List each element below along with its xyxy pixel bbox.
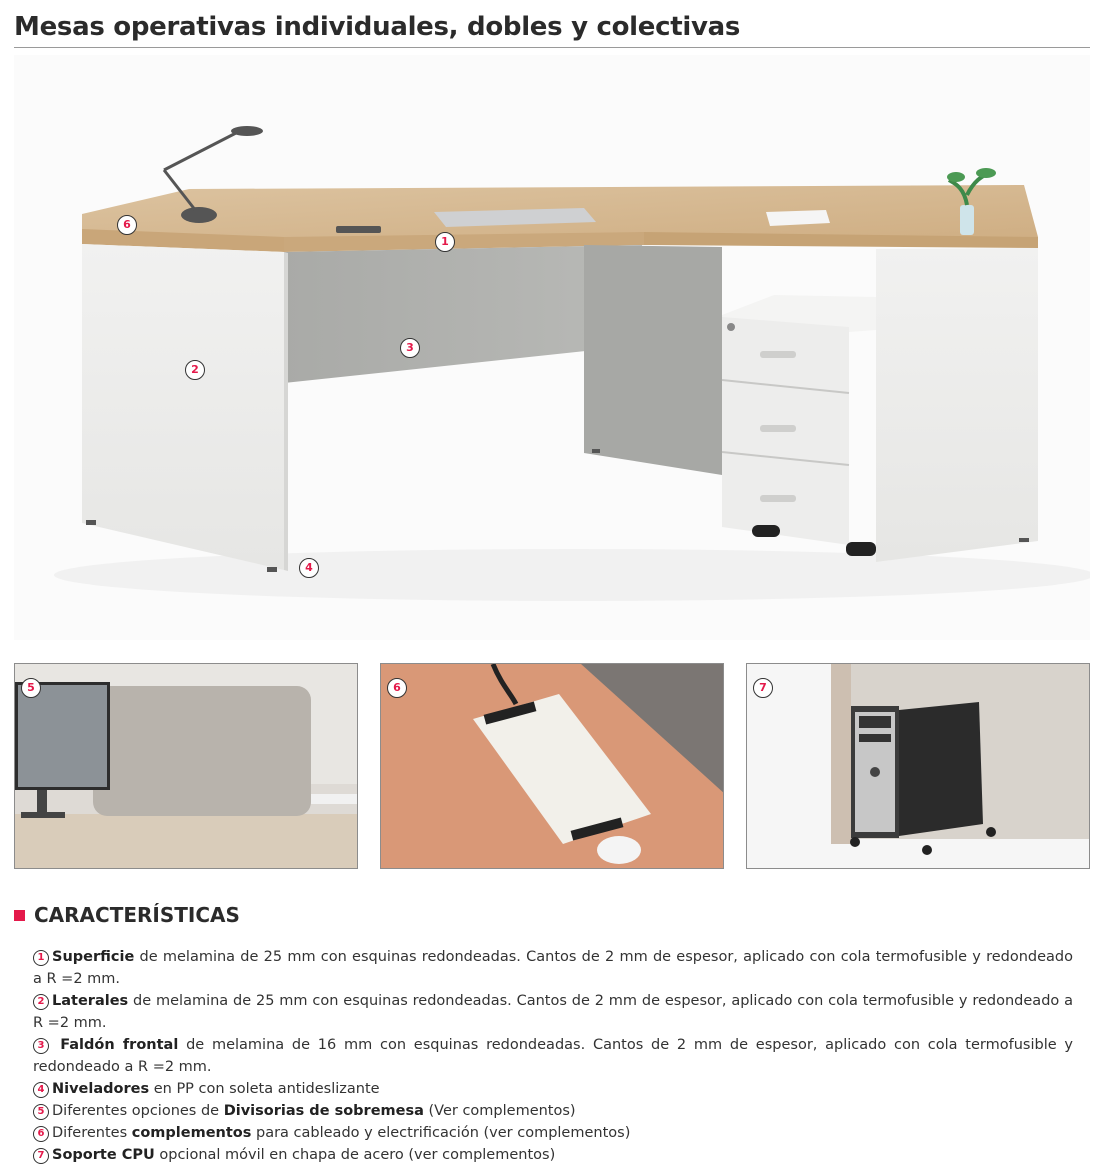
feature-bold: Soporte CPU: [52, 1147, 155, 1163]
hero-marker-6: 6: [117, 215, 137, 235]
feature-text: (Ver complementos): [423, 1103, 576, 1119]
feature-number: 6: [33, 1126, 49, 1142]
feature-item: [33, 990, 1073, 1034]
hero-marker-1: 1: [435, 232, 455, 252]
feature-text: de melamina de 25 mm con esquinas redondeadas. Cantos de 2 mm de espesor, aplicado con cola termofusible y redondeado a R =2 mm.: [33, 949, 1073, 987]
feature-bold: Faldón frontal: [52, 1037, 179, 1053]
feature-number: 3: [33, 1038, 49, 1054]
feature-bold: Laterales: [52, 993, 129, 1009]
feature-item: [33, 1078, 1073, 1100]
hero-marker-2: 2: [185, 360, 205, 380]
feature-bold: complementos: [131, 1125, 252, 1141]
feature-text: de melamina de 25 mm con esquinas redondeadas. Cantos de 2 mm de espesor, aplicado con cola termofusible y redondeado a R =2 mm.: [33, 993, 1073, 1031]
feature-item: [33, 1100, 1073, 1122]
feature-number: 5: [33, 1104, 49, 1120]
title-divider: [14, 47, 1090, 48]
feature-pre: Diferentes opciones de: [52, 1103, 224, 1119]
feature-item: [33, 946, 1073, 990]
feature-pre: Diferentes: [52, 1125, 132, 1141]
feature-text: para cableado y electrificación (ver complementos): [251, 1125, 631, 1141]
thumb-marker-7: 7: [753, 678, 773, 698]
feature-text: de melamina de 16 mm con esquinas redondeadas. Cantos de 2 mm de espesor, aplicado con cola termofusible y redondeado a R =2 mm.: [33, 1037, 1073, 1075]
thumb-marker-5: 5: [21, 678, 41, 698]
feature-item: [33, 1034, 1073, 1078]
features-heading: [14, 903, 240, 927]
cpu-holder-photo: [747, 664, 1090, 869]
thumbnail-cpu-holder: [746, 663, 1090, 869]
features-list: [33, 946, 1073, 1166]
feature-number: 2: [33, 994, 49, 1010]
cable-grommet-photo: [381, 664, 724, 869]
thumbnail-grommet: [380, 663, 724, 869]
feature-item: [33, 1122, 1073, 1144]
section-bullet-icon: [14, 910, 25, 921]
page-title: Mesas operativas individuales, dobles y colectivas: [14, 12, 741, 42]
feature-bold: Superficie: [52, 949, 135, 965]
feature-number: 4: [33, 1082, 49, 1098]
hero-marker-3: 3: [400, 338, 420, 358]
feature-text: opcional móvil en chapa de acero (ver complementos): [154, 1147, 556, 1163]
feature-number: 7: [33, 1148, 49, 1164]
features-title: CARACTERÍSTICAS: [34, 903, 240, 927]
feature-bold: Divisorias de sobremesa: [223, 1103, 424, 1119]
l-desk-illustration: [14, 55, 1090, 640]
desk-hero-image: [14, 55, 1090, 640]
thumb-marker-6: 6: [387, 678, 407, 698]
desk-divider-photo: [15, 664, 358, 869]
thumbnail-divider: [14, 663, 358, 869]
feature-item: [33, 1144, 1073, 1166]
hero-marker-4: 4: [299, 558, 319, 578]
feature-number: 1: [33, 950, 49, 966]
feature-text: en PP con soleta antideslizante: [149, 1081, 380, 1097]
feature-bold: Niveladores: [52, 1081, 150, 1097]
